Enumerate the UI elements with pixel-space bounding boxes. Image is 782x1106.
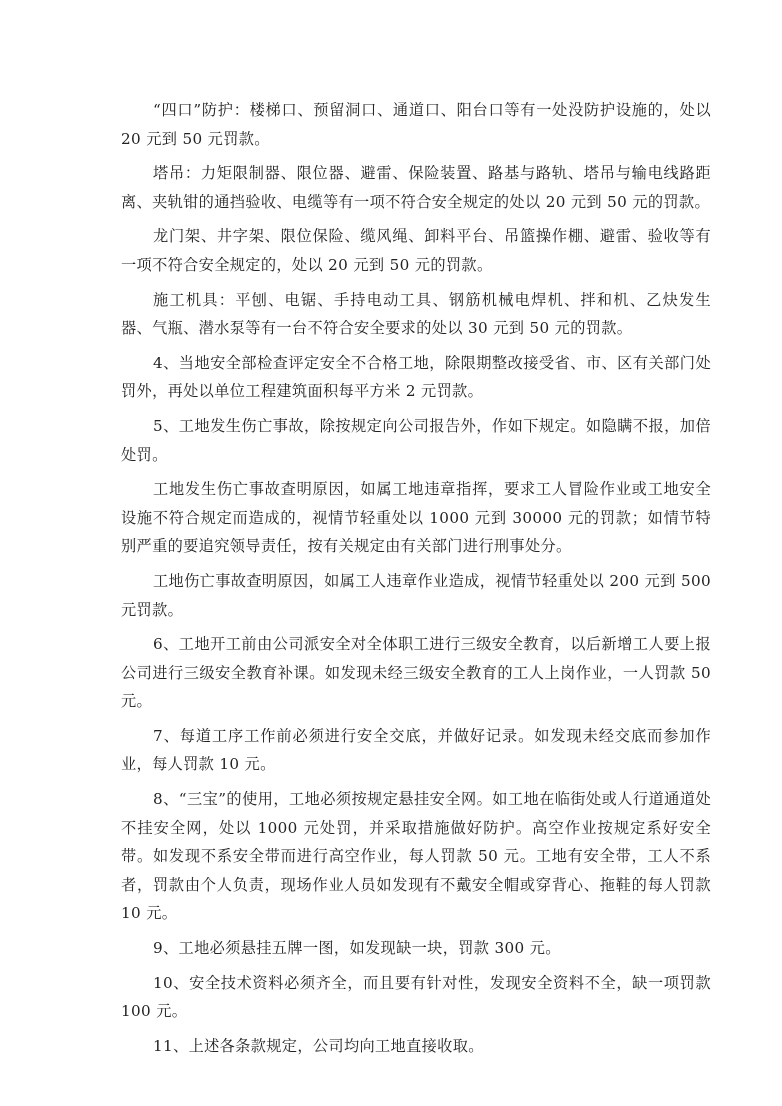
paragraph-construction-machinery: 施工机具：平刨、电锯、手持电动工具、钢筋机械电焊机、拌和机、乙炔发生器、气瓶、潜水泵等有一台不符合安全要求的处以 30 元到 50 元的罚款。 bbox=[121, 290, 711, 338]
paragraph-item-9: 9、工地必须悬挂五牌一图，如发现缺一块，罚款 300 元。 bbox=[153, 939, 561, 958]
paragraph-accident-site-violation: 工地发生伤亡事故查明原因，如属工地违章指挥，要求工人冒险作业或工地安全设施不符合规定而造成的，视情节轻重处以 1000 元到 30000 元的罚款；如情节特别严重的要追究领导责任，按有关规定由有关部门进行刑事处分。 bbox=[121, 480, 711, 556]
paragraph-tower-crane: 塔吊：力矩限制器、限位器、避雷、保险装置、路基与路轨、塔吊与输电线路距离、夹轨钳的通挡验收、电缆等有一项不符合安全规定的处以 20 元到 50 元的罚款。 bbox=[121, 164, 711, 211]
document-body bbox=[121, 96, 711, 1066]
paragraph-four-openings: “四口”防护：楼梯口、预留洞口、通道口、阳台口等有一处没防护设施的，处以 20 元到 50 元罚款。 bbox=[121, 101, 711, 148]
paragraph-item-10: 10、安全技术资料必须齐全，而且要有针对性，发现安全资料不全，缺一项罚款 100 元。 bbox=[121, 973, 711, 1021]
paragraph-gantry-frame: 龙门架、井字架、限位保险、缆风绳、卸料平台、吊篮操作棚、避雷、验收等有一项不符合安全规定的，处以 20 元到 50 元的罚款。 bbox=[121, 227, 711, 274]
paragraph-item-5: 5、工地发生伤亡事故，除按规定向公司报告外，作如下规定。如隐瞒不报，加倍处罚。 bbox=[121, 416, 711, 464]
paragraph-item-11: 11、上述各条款规定，公司均向工地直接收取。 bbox=[153, 1036, 484, 1055]
paragraph-item-8: 8、“三宝”的使用，工地必须按规定悬挂安全网。如工地在临街处或人行道通道处不挂安全网，处以 1000 元处罚，并采取措施做好防护。高空作业按规定系好安全带。如发现不系安全带而进行高空作业，每人罚款 50 元。工地有安全带，工人不系者，罚款由个人负责，现场作业人员如发现有不戴安全帽或穿背心、拖鞋的每人罚款 10 元。 bbox=[121, 790, 711, 923]
paragraph-accident-worker-violation: 工地伤亡事故查明原因，如属工人违章作业造成，视情节轻重处以 200 元到 500 元罚款。 bbox=[121, 571, 711, 619]
paragraph-item-7: 7、每道工序工作前必须进行安全交底，并做好记录。如发现未经交底而参加作业，每人罚款 10 元。 bbox=[121, 726, 711, 774]
paragraph-item-4: 4、当地安全部检查评定安全不合格工地，除限期整改接受省、市、区有关部门处罚外，再处以单位工程建筑面积每平方米 2 元罚款。 bbox=[121, 353, 711, 401]
paragraph-item-6: 6、工地开工前由公司派安全对全体职工进行三级安全教育，以后新增工人要上报公司进行三级安全教育补课。如发现未经三级安全教育的工人上岗作业，一人罚款 50 元。 bbox=[121, 635, 711, 711]
